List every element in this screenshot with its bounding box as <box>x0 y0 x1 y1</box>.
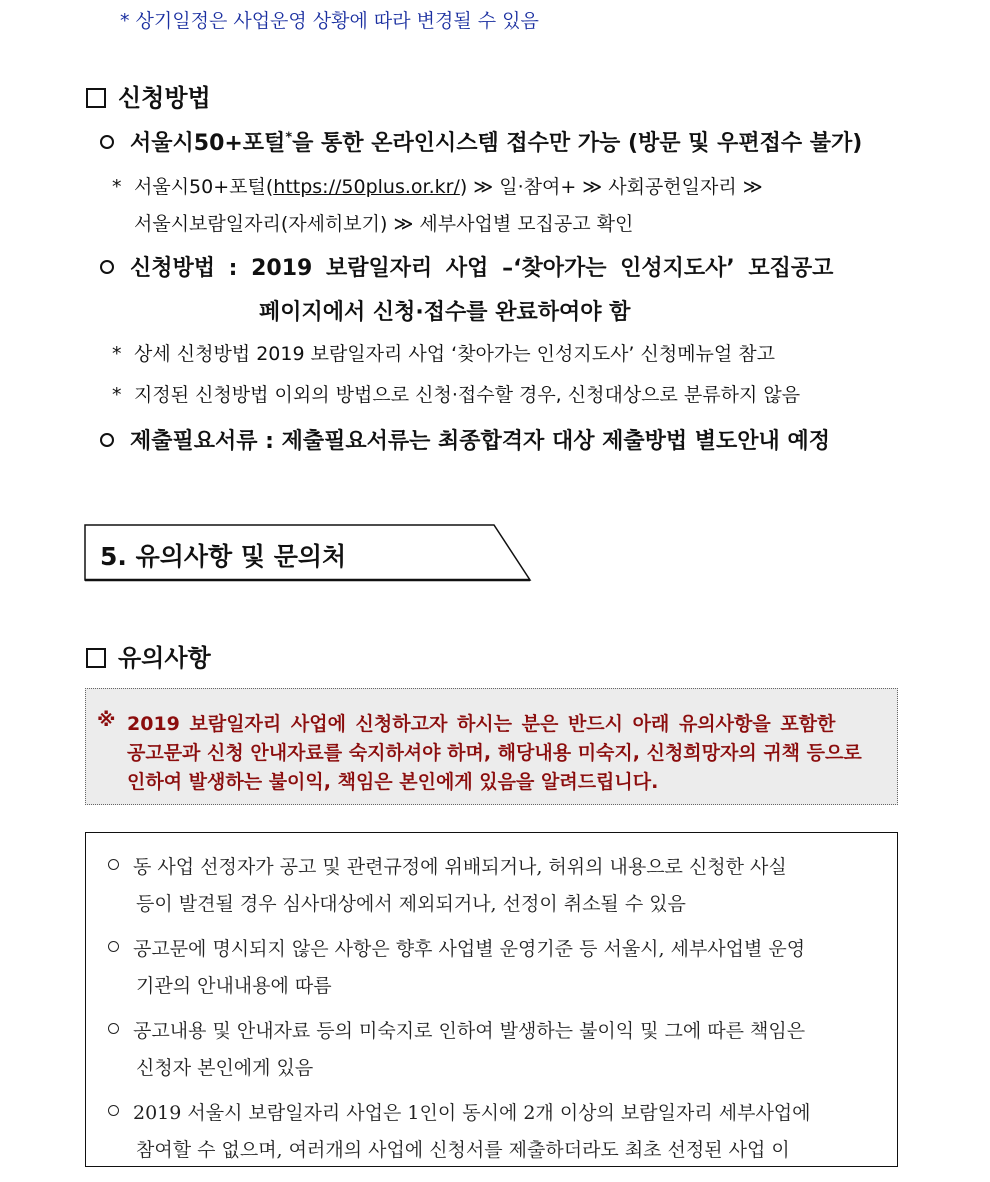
portal-path-note <box>112 172 763 199</box>
caution-item-3-line2: 신청자 본인에게 있음 <box>136 1057 314 1079</box>
caution-item-4-line2: 참여할 수 없으며, 여러개의 사업에 신청서를 제출하더라도 최초 선정된 사업 이 <box>136 1139 790 1161</box>
caution-heading-text: 유의사항 <box>118 644 211 672</box>
checkbox-square-icon <box>86 88 106 108</box>
small-circle-bullet-icon <box>108 1105 119 1116</box>
portal-path-note-line2: 서울시보람일자리(자세히보기) ≫ 세부사업별 모집공고 확인 <box>134 213 634 235</box>
small-circle-bullet-icon <box>108 859 119 870</box>
apply-method-heading-text: 신청방법 <box>118 84 211 112</box>
notice-line-3: 인하여 발생하는 불이익, 책임은 본인에게 있음을 알려드립니다. <box>127 771 659 793</box>
caution-item-4 <box>108 1098 811 1125</box>
apply-item-documents-text: 제출필요서류 : 제출필요서류는 최종합격자 대상 제출방법 별도안내 예정 <box>130 429 830 454</box>
apply-item-online-pre: 서울시50+포털 <box>130 131 286 156</box>
caution-item-3-line1: 공고내용 및 안내자료 등의 미숙지로 인하여 발생하는 불이익 및 그에 따른 책임은 <box>133 1020 806 1042</box>
other-method-warning-text: 지정된 신청방법 이외의 방법으로 신청·접수할 경우, 신청대상으로 분류하지 않음 <box>134 384 801 406</box>
caution-heading <box>86 638 211 673</box>
manual-reference-note <box>112 339 775 366</box>
apply-item-online-post: 을 통한 온라인시스템 접수만 가능 (방문 및 우편접수 불가) <box>292 131 863 156</box>
portal-path-post: ) ≫ 일·참여+ ≫ 사회공헌일자리 ≫ <box>459 176 763 198</box>
checkbox-square-icon <box>86 648 106 668</box>
portal-path-pre: 서울시50+포털( <box>134 176 274 198</box>
caution-item-4-line1: 2019 서울시 보람일자리 사업은 1인이 동시에 2개 이상의 보람일자리 세부사업에 <box>133 1102 811 1124</box>
asterisk-mark: * <box>112 176 122 198</box>
small-circle-bullet-icon <box>108 1023 119 1034</box>
asterisk-mark: * <box>112 343 122 365</box>
apply-item-method-line2: 페이지에서 신청·접수를 완료하여야 함 <box>259 300 631 325</box>
footnote-mark: * <box>285 130 293 146</box>
circle-bullet-icon <box>100 433 114 447</box>
schedule-change-note: * 상기일정은 사업운영 상황에 따라 변경될 수 있음 <box>120 10 539 32</box>
notice-line-2: 공고문과 신청 안내자료를 숙지하셔야 하며, 해당내용 미숙지, 신청희망자의 귀책 등으로 <box>127 742 862 764</box>
caution-item-2-line2: 기관의 안내내용에 따름 <box>136 975 332 997</box>
apply-item-online <box>100 126 862 157</box>
caution-item-1-line1: 동 사업 선정자가 공고 및 관련규정에 위배되거나, 허위의 내용으로 신청한 사실 <box>133 856 787 878</box>
manual-reference-text: 상세 신청방법 2019 보람일자리 사업 ‘찾아가는 인성지도사’ 신청메뉴얼 참고 <box>134 343 776 365</box>
apply-item-method-line1: 신청방법 : 2019 보람일자리 사업 –‘찾아가는 인성지도사’ 모집공고 <box>130 256 834 281</box>
reference-mark: ※ <box>97 709 116 731</box>
caution-item-3 <box>108 1016 805 1043</box>
caution-item-1 <box>108 852 787 879</box>
caution-item-2 <box>108 934 805 961</box>
portal-link[interactable]: https://50plus.or.kr/ <box>273 176 460 198</box>
caution-item-1-line2: 등이 발견될 경우 심사대상에서 제외되거나, 선정이 취소될 수 있음 <box>136 893 686 915</box>
caution-item-2-line1: 공고문에 명시되지 않은 사항은 향후 사업별 운영기준 등 서울시, 세부사업별 운영 <box>133 938 806 960</box>
apply-item-method <box>100 251 833 282</box>
notice-line-1: 2019 보람일자리 사업에 신청하고자 하시는 분은 반드시 아래 유의사항을 포함한 <box>127 713 836 735</box>
circle-bullet-icon <box>100 135 114 149</box>
small-circle-bullet-icon <box>108 941 119 952</box>
notice-box <box>85 688 898 805</box>
section-5-title: 5. 유의사항 및 문의처 <box>100 542 347 571</box>
apply-item-documents <box>100 424 830 455</box>
asterisk-mark: * <box>112 384 122 406</box>
apply-method-heading <box>86 78 211 113</box>
circle-bullet-icon <box>100 260 114 274</box>
caution-list-box <box>85 832 898 1167</box>
other-method-warning-note <box>112 380 800 407</box>
